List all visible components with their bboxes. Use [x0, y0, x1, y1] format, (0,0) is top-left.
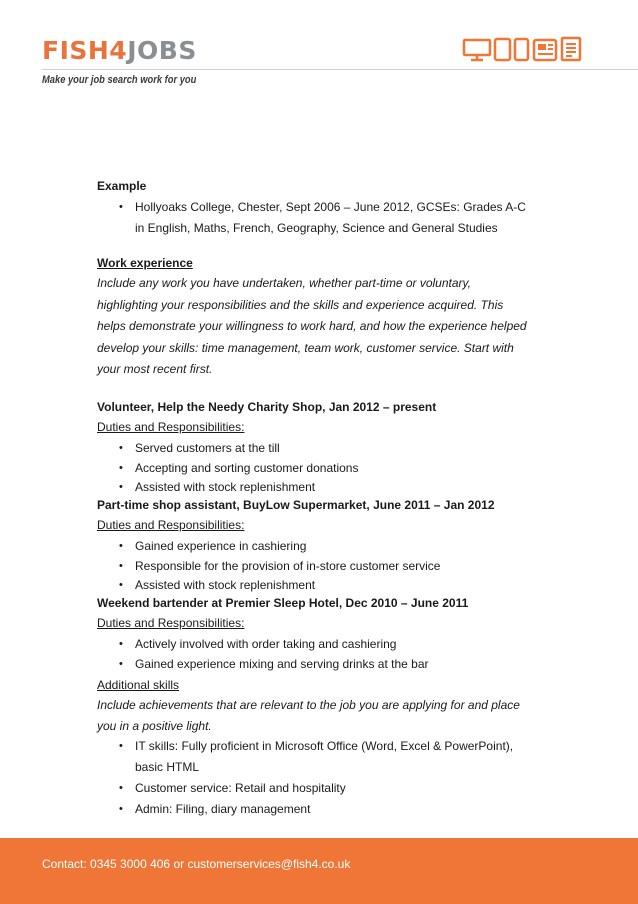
tagline: Make your job search work for you	[42, 74, 197, 86]
phone-icon	[515, 39, 528, 60]
duty-item: • Served customers at the till	[97, 438, 542, 459]
additional-skills-heading: Additional skills	[97, 677, 180, 692]
header-divider	[42, 69, 638, 70]
skill-line: basic HTML	[135, 760, 200, 774]
newspaper-icon	[534, 40, 556, 60]
intro-line: Include any work you have undertaken, whether part-time or voluntary,	[97, 276, 471, 290]
skill-item	[97, 736, 542, 778]
skill-line: • IT skills: Fully proficient in Microsoft Office (Word, Excel & PowerPoint),	[135, 739, 514, 753]
duty-item: • Assisted with stock replenishment	[97, 479, 542, 495]
intro-line: highlighting your responsibilities and the skills and experience acquired. This	[97, 297, 504, 312]
duty-item: • Responsible for the provision of in-store customer service	[97, 556, 542, 577]
job-title: Volunteer, Help the Needy Charity Shop, Jan 2012 – present	[97, 399, 437, 414]
tablet-icon	[495, 39, 510, 60]
logo-jobs: JOBS	[127, 36, 197, 65]
skills-intro-line: you in a positive light.	[97, 718, 212, 733]
intro-line: your most recent first.	[97, 362, 213, 376]
duty-item: • Gained experience mixing and serving drinks at the bar	[97, 654, 542, 675]
intro-line: helps demonstrate your willingness to work hard, and how the experience helped	[97, 319, 527, 333]
education-item	[97, 197, 542, 239]
skill-item: • Admin: Filing, diary management	[97, 799, 542, 820]
job-title: Weekend bartender at Premier Sleep Hotel, Dec 2010 – June 2011	[97, 595, 469, 610]
duty-item: • Assisted with stock replenishment	[97, 577, 542, 593]
education-line-2: in English, Maths, French, Geography, Science and General Studies	[135, 220, 498, 235]
device-icons	[462, 36, 592, 62]
monitor-icon	[464, 40, 490, 60]
work-experience-intro	[97, 273, 542, 381]
work-experience-heading: Work experience	[97, 255, 193, 270]
logo-fish4: FISH4	[42, 36, 128, 65]
duty-item: • Accepting and sorting customer donations	[97, 458, 542, 479]
example-heading: Example	[97, 179, 147, 193]
skills-intro-line: Include achievements that are relevant to the job you are applying for and place	[97, 698, 520, 712]
duties-label: Duties and Responsibilities:	[97, 518, 245, 532]
footer-bar	[0, 838, 638, 904]
duties-label: Duties and Responsibilities:	[97, 420, 245, 434]
fish4jobs-logo	[42, 38, 197, 63]
education-line-1: • Hollyoaks College, Chester, Sept 2006 – June 2012, GCSEs: Grades A-C	[135, 199, 526, 214]
duty-item: • Gained experience in cashiering	[97, 536, 542, 557]
job-title: Part-time shop assistant, BuyLow Supermarket, June 2011 – Jan 2012	[97, 497, 495, 512]
skill-item: • Customer service: Retail and hospitality	[97, 778, 542, 799]
cv-content	[97, 176, 542, 819]
duties-label: Duties and Responsibilities:	[97, 616, 245, 630]
contact-info: Contact: 0345 3000 406 or customerservices@fish4.co.uk	[42, 857, 351, 871]
duty-item: • Actively involved with order taking and cashiering	[97, 634, 542, 655]
document-icon	[562, 38, 580, 60]
intro-line: develop your skills: time management, team work, customer service. Start with	[97, 340, 514, 355]
